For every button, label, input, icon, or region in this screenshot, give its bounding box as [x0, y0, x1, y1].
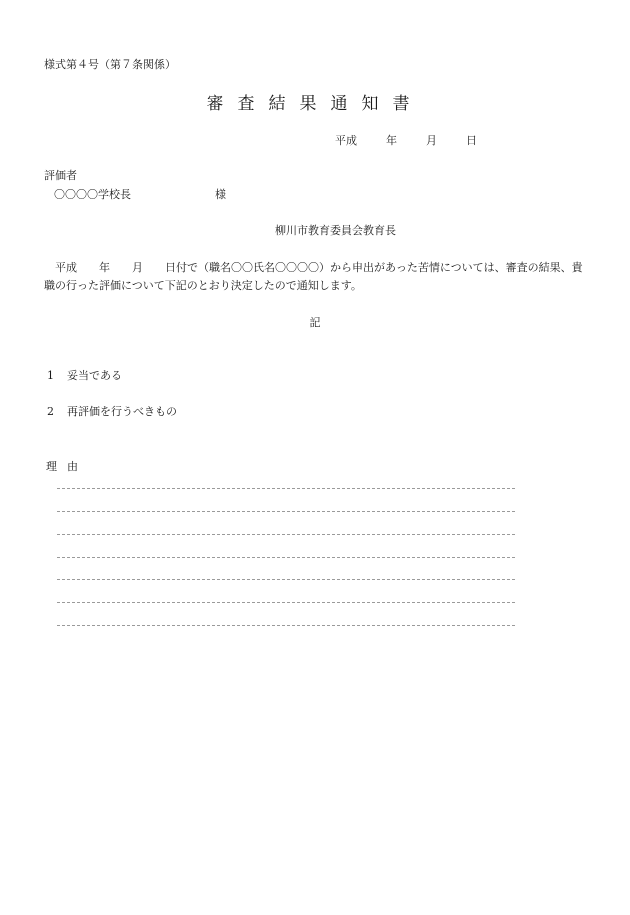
reason-line [57, 488, 515, 489]
option-text: 妥当である [67, 369, 122, 382]
document-title: 審査結果通知書 [206, 94, 424, 114]
date-day: 日 [466, 134, 477, 147]
recipient-honorific: 様 [215, 188, 226, 201]
date-year: 年 [386, 134, 397, 147]
body-text: 平成 年 月 日付で（職名〇〇氏名〇〇〇〇）から申出があった苦情については、審査の結果、貴職の行った評価について下記のとおり決定したので通知します。 [44, 261, 583, 292]
reason-line [57, 579, 515, 580]
option-number: 2 [47, 405, 54, 418]
ki-heading: 記 [309, 316, 321, 329]
recipient-label: 評価者 [44, 169, 77, 182]
reason-label: 理由 [46, 460, 88, 473]
reason-line [57, 557, 515, 558]
date-line [335, 132, 477, 148]
reason-line [57, 511, 515, 512]
option-item [47, 367, 122, 383]
reason-line [57, 602, 515, 603]
option-text: 再評価を行うべきもの [67, 405, 177, 418]
form-number: 様式第４号（第７条関係） [44, 58, 176, 71]
option-item [47, 403, 177, 419]
reason-line [57, 625, 515, 626]
reason-line [57, 534, 515, 535]
date-month: 月 [426, 134, 437, 147]
option-number: 1 [47, 369, 54, 382]
recipient-name: 〇〇〇〇学校長 [54, 188, 131, 201]
sender: 柳川市教育委員会教育長 [275, 224, 396, 237]
date-era: 平成 [335, 134, 357, 147]
